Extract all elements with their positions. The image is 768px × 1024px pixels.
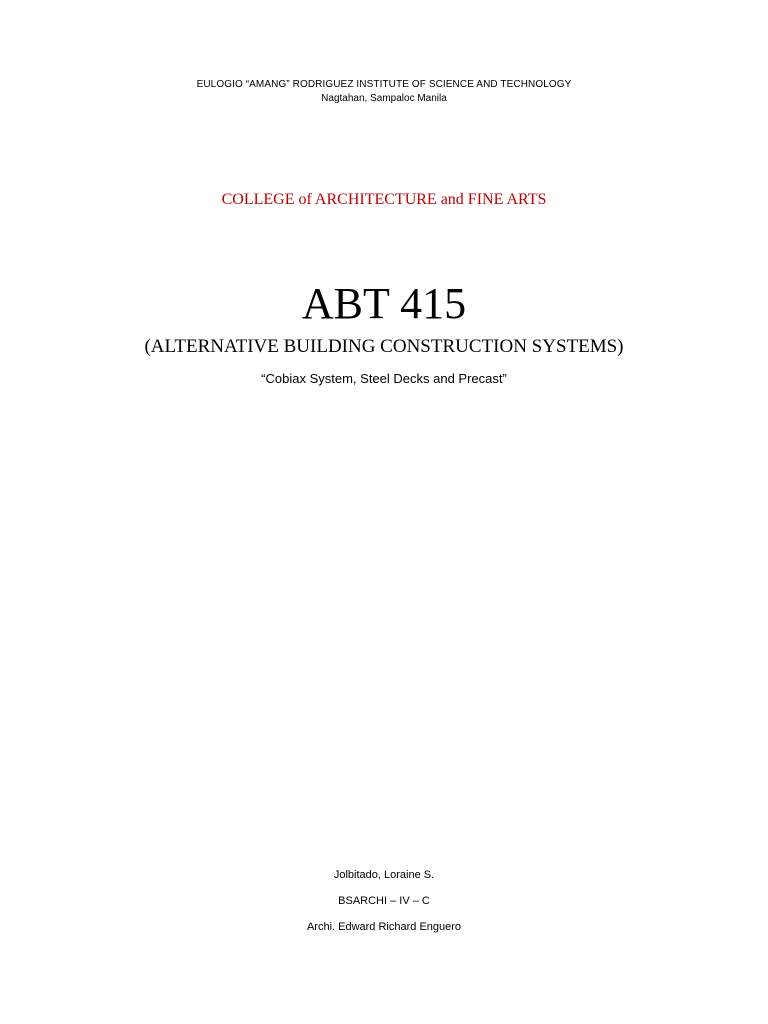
course-code: ABT 415 — [301, 279, 467, 328]
college-name: COLLEGE of ARCHITECTURE and FINE ARTS — [221, 191, 547, 208]
instructor-name: Archi. Edward Richard Enguero — [306, 921, 462, 933]
course-title: (ALTERNATIVE BUILDING CONSTRUCTION SYSTEMS) — [144, 336, 624, 357]
student-section: BSARCHI – IV – C — [338, 895, 430, 907]
student-name: Jolbitado, Loraine S. — [333, 869, 435, 881]
institute-address: Nagtahan, Sampaloc Manila — [321, 93, 447, 104]
report-topic: “Cobiax System, Steel Decks and Precast” — [261, 371, 507, 386]
institute-name: EULOGIO “AMANG” RODRIGUEZ INSTITUTE OF SCIENCE AND TECHNOLOGY — [196, 79, 572, 90]
